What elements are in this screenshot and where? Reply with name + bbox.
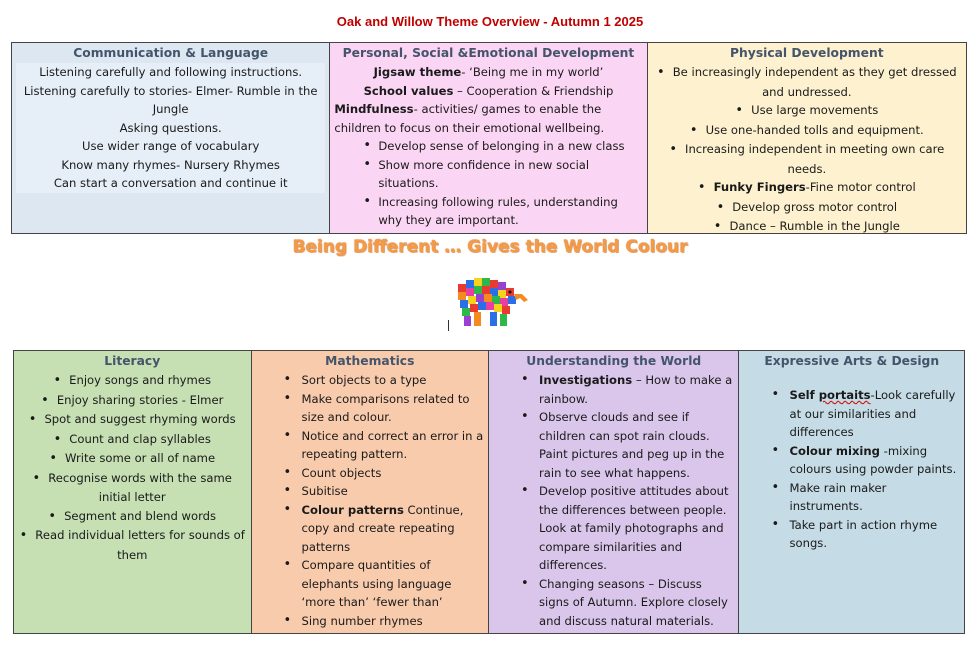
list-item: • Compare quantities of elephants using language ‘more than’ ‘fewer than’ [302, 556, 485, 612]
investigations-text: – How to make a rainbow. [539, 373, 733, 406]
arts-list [743, 386, 960, 553]
maths-list [256, 371, 485, 630]
communication-line: Use wider range of vocabulary [81, 139, 260, 153]
page-title: Oak and Willow Theme Overview - Autumn 1 2025 [336, 14, 644, 29]
psed-values [334, 82, 642, 101]
colour-patterns-label: Colour patterns [301, 502, 404, 517]
self-portraits-text: -Look carefully at our similarities and differences [789, 388, 956, 439]
communication-line: Listening carefully and following instructions. [39, 65, 303, 79]
list-item: • Develop gross motor control [652, 198, 962, 218]
jigsaw-text: - ‘Being me in my world’ [461, 65, 604, 79]
colour-mixing-text: -mixing colours using powder paints. [789, 443, 957, 476]
list-item: • Enjoy sharing stories - Elmer [18, 391, 247, 411]
self-portraits-label-a: Self [789, 388, 819, 402]
communication-line: Asking questions. [119, 120, 222, 135]
list-item: • Increasing independent in meeting own care needs. [652, 140, 962, 178]
communication-line: Know many rhymes- Nursery Rhymes [61, 157, 280, 172]
self-portraits-label-b: portaits [818, 388, 871, 402]
funky-fingers-text: -Fine motor control [805, 180, 916, 194]
list-item: • Segment and blend words [18, 507, 247, 527]
list-item: • Sing number rhymes [302, 612, 485, 631]
maths-heading: Mathematics [325, 354, 415, 368]
communication-heading: Communication & Language [73, 46, 269, 60]
list-item: • Take part in action rhyme songs. [789, 516, 960, 553]
self-portraits-label [789, 388, 870, 402]
investigations-label: Investigations [539, 373, 633, 387]
list-item: • Observe clouds and see if children can spot rain clouds. Paint pictures and peg up in the rain to see what happens. [539, 408, 734, 482]
top-row-table [11, 42, 967, 234]
list-item: • Use one-handed tolls and equipment. [652, 121, 962, 141]
communication-lines [16, 63, 325, 193]
list-item: • Read individual letters for sounds of them [18, 526, 247, 564]
communication-line: Can start a conversation and continue it [53, 176, 288, 190]
mindfulness-label: Mindfulness [334, 102, 414, 116]
psed-jigsaw [334, 63, 642, 82]
expressive-arts-cell [739, 351, 964, 633]
physical-development-cell [648, 43, 966, 233]
list-item: • Enjoy songs and rhymes [18, 371, 247, 391]
values-text: – Cooperation & Friendship [453, 83, 614, 98]
list-item: • Count objects [302, 464, 485, 483]
list-item: • Spot and suggest rhyming words [18, 410, 247, 430]
list-item: • Develop sense of belonging in a new class [378, 137, 642, 156]
text-cursor [448, 320, 449, 331]
list-item [789, 386, 960, 442]
list-item: • Subitise [302, 482, 485, 501]
list-item: • Use large movements [652, 101, 962, 121]
physical-list [652, 63, 962, 233]
psed-mindfulness [334, 100, 642, 137]
jigsaw-label: Jigsaw theme [373, 65, 462, 79]
list-item: • Develop positive attitudes about the differences between people. Look at family photographs and compare similarities and differences. [539, 482, 734, 575]
values-label: School values [363, 83, 454, 98]
communication-language-cell [12, 43, 330, 233]
literacy-cell [14, 351, 252, 633]
list-item: • Dance – Rumble in the Jungle [652, 217, 962, 233]
world-list [493, 371, 734, 630]
colour-patterns-text: Continue, copy and create repeating patterns [301, 502, 464, 554]
physical-heading: Physical Development [730, 46, 884, 60]
list-item [302, 501, 485, 557]
colour-mixing-label: Colour mixing [789, 443, 880, 458]
list-item: • Be increasingly independent as they get dressed and undressed. [652, 63, 962, 101]
arts-heading: Expressive Arts & Design [764, 354, 940, 368]
list-item [789, 442, 960, 479]
bottom-row-table [13, 350, 965, 634]
understanding-world-cell [489, 351, 739, 633]
psed-heading: Personal, Social &Emotional Development [342, 46, 635, 60]
list-item: • Increasing following rules, understanding why they are important. [378, 193, 642, 230]
psed-cell [330, 43, 647, 233]
literacy-heading: Literacy [104, 354, 161, 368]
list-item [652, 178, 962, 198]
world-heading: Understanding the World [526, 354, 702, 368]
list-item: • Show more confidence in new social situations. [378, 156, 642, 193]
psed-list [334, 137, 642, 230]
list-item: • Make comparisons related to size and colour. [302, 390, 485, 427]
list-item: • Write some or all of name [18, 449, 247, 469]
communication-line: Listening carefully to stories- Elmer- Rumble in the Jungle [23, 83, 318, 116]
literacy-list [18, 371, 247, 564]
list-item: • Count and clap syllables [18, 430, 247, 450]
list-item: • Changing seasons – Discuss signs of Autumn. Explore closely and discuss natural materials. [539, 575, 734, 631]
funky-fingers-label: Funky Fingers [713, 180, 806, 194]
patchwork-elephant-icon [450, 272, 532, 330]
list-item [539, 371, 734, 408]
list-item: • Make rain maker instruments. [789, 479, 960, 516]
list-item: • Notice and correct an error in a repeating pattern. [302, 427, 485, 464]
theme-banner: Being Different … Gives the World Colour [292, 237, 688, 257]
mathematics-cell [252, 351, 490, 633]
list-item: • Recognise words with the same initial letter [18, 469, 247, 507]
list-item: • Sort objects to a type [302, 371, 485, 390]
mindfulness-text: - activities/ games to enable the children to focus on their emotional wellbeing. [334, 102, 605, 135]
